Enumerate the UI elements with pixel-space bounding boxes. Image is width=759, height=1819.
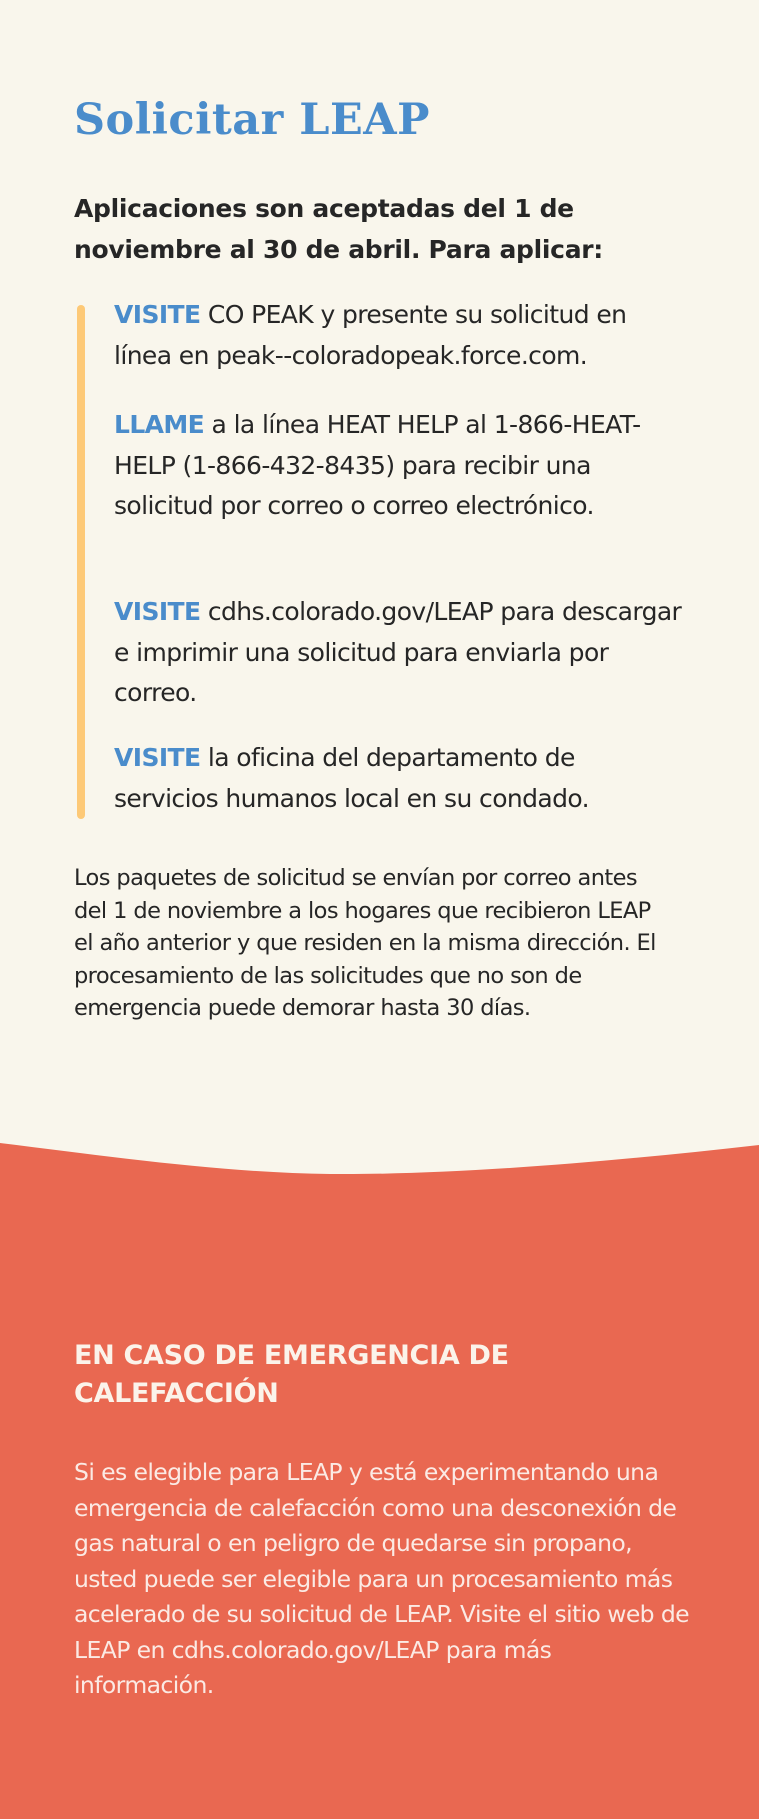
step-text: cdhs.colorado.gov/LEAP para descargar e imprimir una solicitud para enviarla por correo.: [114, 597, 682, 707]
step-text: a la línea HEAT HELP al 1-866-HEAT-HELP (1-866-432-8435) para recibir una solicitud por correo o correo electrónico.: [114, 410, 641, 520]
emergency-body: Si es elegible para LEAP y está experimentando una emergencia de calefacción como una desconexión de gas natural o en peligro de quedarse sin propano, usted puede ser elegible para un procesamiento más acelerado de su solicitud de LEAP. Visite el sitio web de LEAP en cdhs.colorado.gov/LEAP para más información.: [74, 1458, 690, 1699]
step-keyword: VISITE: [114, 300, 201, 329]
step-visit-peak: [114, 295, 684, 376]
step-text: la oficina del departamento de servicios humanos local en su condado.: [114, 743, 589, 813]
step-text: CO PEAK y presente su solicitud en línea en peak--coloradopeak.force.com.: [114, 300, 627, 370]
emergency-title: EN CASO DE EMERGENCIA DE CALEFACCIÓN: [74, 1340, 509, 1409]
wave-divider: [0, 1130, 759, 1190]
intro-text: Aplicaciones son aceptadas del 1 de noviembre al 30 de abril. Para aplicar:: [74, 194, 603, 264]
step-call-heat-help: [114, 405, 684, 527]
step-visit-office: [114, 738, 684, 819]
application-steps: [77, 300, 682, 819]
processing-note: Los paquetes de solicitud se envían por correo antes del 1 de noviembre a los hogares que recibieron LEAP el año anterior y que residen en la misma dirección. El procesamiento de las solicitudes que no son de emergencia puede demorar hasta 30 días.: [74, 865, 656, 1021]
step-keyword: LLAME: [114, 410, 205, 439]
page-title: Solicitar LEAP: [74, 95, 430, 145]
step-visit-cdhs: [114, 592, 684, 714]
accent-bar: [77, 305, 85, 819]
step-keyword: VISITE: [114, 597, 201, 626]
step-keyword: VISITE: [114, 743, 201, 772]
